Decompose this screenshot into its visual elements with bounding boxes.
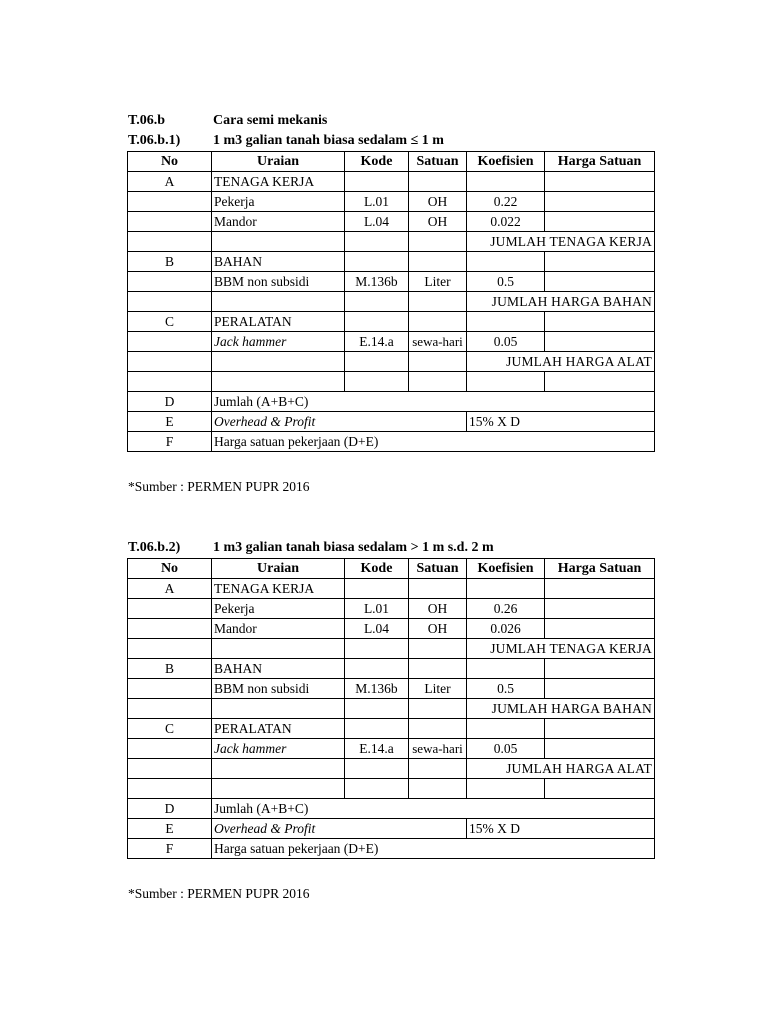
table-header-row [128,152,655,172]
total-label: JUMLAH TENAGA KERJA [467,232,655,252]
summary-no: D [128,799,212,819]
item-satuan: OH [409,619,467,639]
header-koefisien: Koefisien [467,152,545,172]
group-no: A [128,579,212,599]
group-label: TENAGA KERJA [212,579,345,599]
header-kode: Kode [345,152,409,172]
group-no: C [128,719,212,739]
group-no: A [128,172,212,192]
table-header-row [128,559,655,579]
header-no: No [128,559,212,579]
item-satuan: sewa-hari [409,739,467,759]
summary-row-d [128,799,655,819]
item-kode: M.136b [345,679,409,699]
item-kode: L.04 [345,619,409,639]
summary-label: Jumlah (A+B+C) [212,392,655,412]
header-harga-satuan: Harga Satuan [545,559,655,579]
summary-row-e [128,819,655,839]
table-2-title: 1 m3 galian tanah biasa sedalam > 1 m s.d. 2 m [213,540,494,555]
total-row-labor [128,232,655,252]
item-uraian: Jack hammer [212,332,345,352]
item-koefisien: 0.5 [467,679,545,699]
item-uraian: BBM non subsidi [212,272,345,292]
item-uraian: Jack hammer [212,739,345,759]
empty-row [128,779,655,799]
group-row-equipment [128,719,655,739]
summary-no: E [128,819,212,839]
item-uraian: Pekerja [212,192,345,212]
total-row-equipment [128,759,655,779]
analysis-table-2 [127,558,655,859]
group-row-labor [128,172,655,192]
total-label: JUMLAH HARGA ALAT [467,352,655,372]
item-kode: L.01 [345,192,409,212]
group-row-labor [128,579,655,599]
summary-label: Jumlah (A+B+C) [212,799,655,819]
section-code: T.06.b [128,113,166,128]
table-row [128,679,655,699]
group-no: C [128,312,212,332]
group-label: BAHAN [212,252,345,272]
item-koefisien: 0.5 [467,272,545,292]
summary-no: F [128,839,212,859]
item-koefisien: 0.022 [467,212,545,232]
total-label: JUMLAH HARGA BAHAN [467,699,655,719]
total-row-materials [128,292,655,312]
group-label: TENAGA KERJA [212,172,345,192]
header-uraian: Uraian [212,559,345,579]
item-koefisien: 0.05 [467,332,545,352]
table-row [128,212,655,232]
table-row [128,739,655,759]
item-satuan: sewa-hari [409,332,467,352]
header-harga-satuan: Harga Satuan [545,152,655,172]
item-uraian: Mandor [212,619,345,639]
summary-row-d [128,392,655,412]
group-row-materials [128,252,655,272]
item-kode: M.136b [345,272,409,292]
table-1-title: 1 m3 galian tanah biasa sedalam ≤ 1 m [213,133,444,148]
item-koefisien: 0.26 [467,599,545,619]
table-1-code: T.06.b.1) [128,133,181,148]
item-kode: E.14.a [345,332,409,352]
summary-label: Overhead & Profit [212,412,467,432]
item-koefisien: 0.026 [467,619,545,639]
header-kode: Kode [345,559,409,579]
item-satuan: Liter [409,679,467,699]
summary-row-f [128,432,655,452]
group-label: PERALATAN [212,312,345,332]
analysis-table-1 [127,151,655,452]
header-koefisien: Koefisien [467,559,545,579]
item-uraian: Mandor [212,212,345,232]
total-label: JUMLAH HARGA BAHAN [467,292,655,312]
item-satuan: OH [409,599,467,619]
header-uraian: Uraian [212,152,345,172]
table-row [128,192,655,212]
group-label: PERALATAN [212,719,345,739]
table-row [128,599,655,619]
item-uraian: BBM non subsidi [212,679,345,699]
header-satuan: Satuan [409,559,467,579]
table-2-heading [128,540,494,556]
total-label: JUMLAH HARGA ALAT [467,759,655,779]
summary-value: 15% X D [467,412,655,432]
item-uraian: Pekerja [212,599,345,619]
summary-no: E [128,412,212,432]
total-row-labor [128,639,655,659]
section-title: Cara semi mekanis [213,113,328,128]
table-row [128,332,655,352]
table-row [128,619,655,639]
summary-label: Overhead & Profit [212,819,467,839]
table-row [128,272,655,292]
item-kode: L.04 [345,212,409,232]
summary-no: F [128,432,212,452]
summary-label: Harga satuan pekerjaan (D+E) [212,432,655,452]
summary-row-e [128,412,655,432]
item-kode: L.01 [345,599,409,619]
header-no: No [128,152,212,172]
total-row-materials [128,699,655,719]
header-satuan: Satuan [409,152,467,172]
table-1-source: *Sumber : PERMEN PUPR 2016 [128,479,310,494]
item-satuan: OH [409,212,467,232]
item-satuan: OH [409,192,467,212]
summary-label: Harga satuan pekerjaan (D+E) [212,839,655,859]
group-label: BAHAN [212,659,345,679]
group-no: B [128,252,212,272]
section-heading [128,113,327,129]
item-kode: E.14.a [345,739,409,759]
item-koefisien: 0.05 [467,739,545,759]
total-label: JUMLAH TENAGA KERJA [467,639,655,659]
item-satuan: Liter [409,272,467,292]
total-row-equipment [128,352,655,372]
summary-row-f [128,839,655,859]
table-2-source: *Sumber : PERMEN PUPR 2016 [128,886,310,901]
table-1-heading [128,133,444,149]
summary-no: D [128,392,212,412]
item-koefisien: 0.22 [467,192,545,212]
group-no: B [128,659,212,679]
table-2-code: T.06.b.2) [128,540,181,555]
empty-row [128,372,655,392]
group-row-equipment [128,312,655,332]
summary-value: 15% X D [467,819,655,839]
group-row-materials [128,659,655,679]
